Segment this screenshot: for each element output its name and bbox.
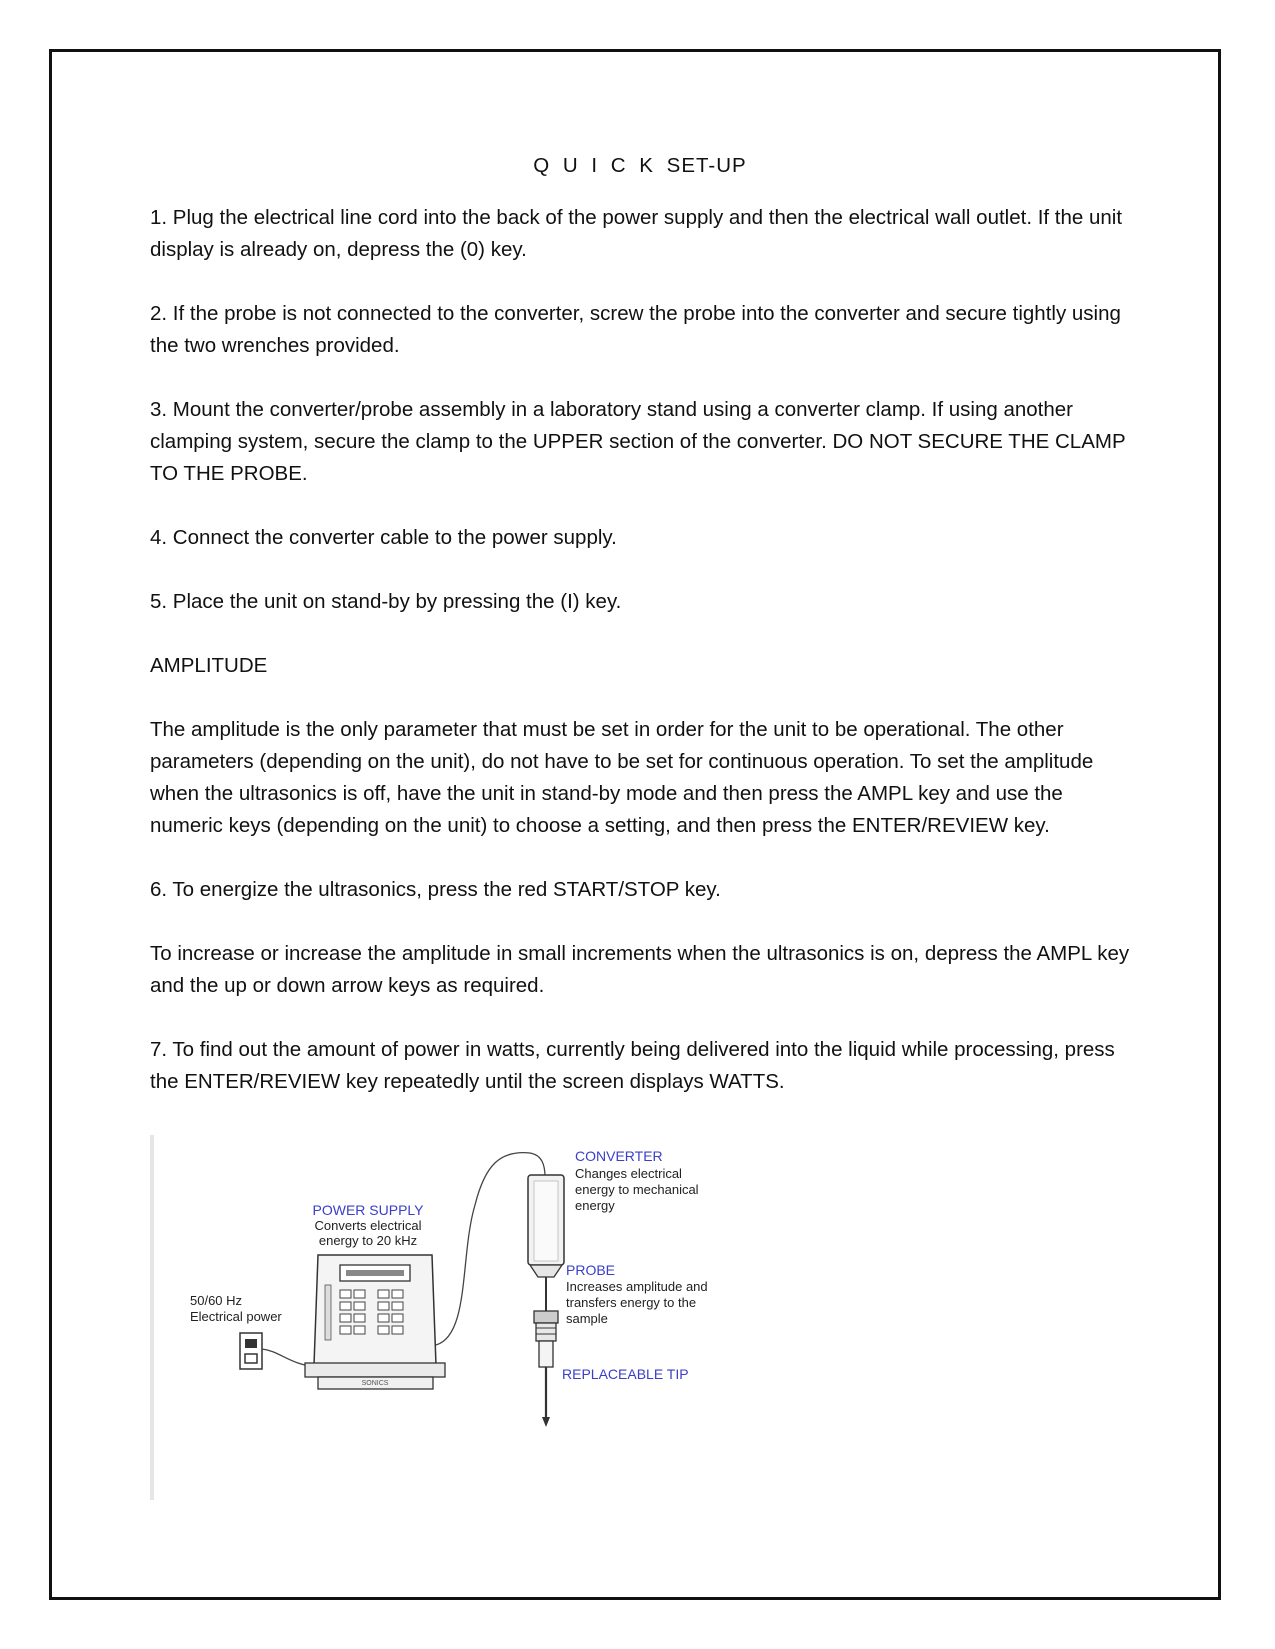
power-input-label [190, 1293, 282, 1324]
svg-text:energy: energy [575, 1198, 615, 1213]
power-supply-unit [305, 1255, 445, 1389]
svg-text:Electrical power: Electrical power [190, 1309, 282, 1324]
diagram-svg [150, 1135, 770, 1500]
step-1: 1. Plug the electrical line cord into the back of the power supply and then the electrical wall outlet. If the unit display is already on, depress the (0) key. [150, 206, 1123, 261]
converter-body [528, 1175, 564, 1313]
svg-text:energy to mechanical: energy to mechanical [575, 1182, 699, 1197]
step-4: 4. Connect the converter cable to the power supply. [150, 526, 617, 549]
svg-text:sample: sample [566, 1311, 608, 1326]
page-title: Q U I C K SET-UP [533, 154, 747, 177]
amplitude-increment-paragraph: To increase or increase the amplitude in small increments when the ultrasonics is on, depress the AMPL key and the up or down arrow keys as required. [150, 942, 1130, 997]
probe-label [566, 1262, 708, 1326]
power-supply-label [313, 1202, 425, 1248]
step-6: 6. To energize the ultrasonics, press the red START/STOP key. [150, 878, 721, 901]
amplitude-heading: AMPLITUDE [150, 654, 268, 677]
step-7: 7. To find out the amount of power in watts, currently being delivered into the liquid while processing, press the ENTER/REVIEW key repeatedly until the screen displays WATTS. [150, 1038, 1115, 1093]
svg-text:CONVERTER: CONVERTER [575, 1148, 663, 1164]
replaceable-tip-label: REPLACEABLE TIP [562, 1366, 689, 1382]
replaceable-tip-shape [542, 1417, 550, 1427]
step-2: 2. If the probe is not connected to the converter, screw the probe into the converter and secure tightly using the two wrenches provided. [150, 302, 1121, 357]
svg-text:Changes electrical: Changes electrical [575, 1166, 682, 1181]
svg-text:Converts electrical: Converts electrical [314, 1218, 422, 1233]
converter-label [575, 1148, 699, 1213]
amplitude-paragraph: The amplitude is the only parameter that must be set in order for the unit to be operational. The other parameters (depending on the unit), do not have to be set for continuous operation. To set the amplitude when the ultrasonics is off, have the unit in stand-by mode and then press the AMPL key and use the numeric keys (depending on the unit) to choose a setting, and then press the ENTER/REVIEW key. [150, 718, 1094, 837]
step-3: 3. Mount the converter/probe assembly in a laboratory stand using a converter clamp. If using another clamping system, secure the clamp to the UPPER section of the converter. DO NOT SECURE THE CLAMP TO THE PROBE. [150, 398, 1126, 485]
svg-text:Increases amplitude and: Increases amplitude and [566, 1279, 708, 1294]
svg-text:energy to 20 kHz: energy to 20 kHz [318, 1233, 418, 1248]
sonicator-diagram [150, 1135, 770, 1500]
svg-text:transfers energy to the: transfers energy to the [566, 1295, 697, 1310]
probe-body [534, 1311, 558, 1427]
step-5: 5. Place the unit on stand-by by pressing the (I) key. [150, 590, 622, 613]
svg-text:POWER SUPPLY: POWER SUPPLY [312, 1202, 424, 1218]
svg-text:50/60 Hz: 50/60 Hz [190, 1293, 243, 1308]
wall-outlet [240, 1333, 262, 1369]
figure-edge [150, 1135, 154, 1500]
svg-text:PROBE: PROBE [566, 1262, 616, 1278]
document-body [150, 150, 1130, 1098]
brand-label: SONICS [361, 1380, 389, 1387]
